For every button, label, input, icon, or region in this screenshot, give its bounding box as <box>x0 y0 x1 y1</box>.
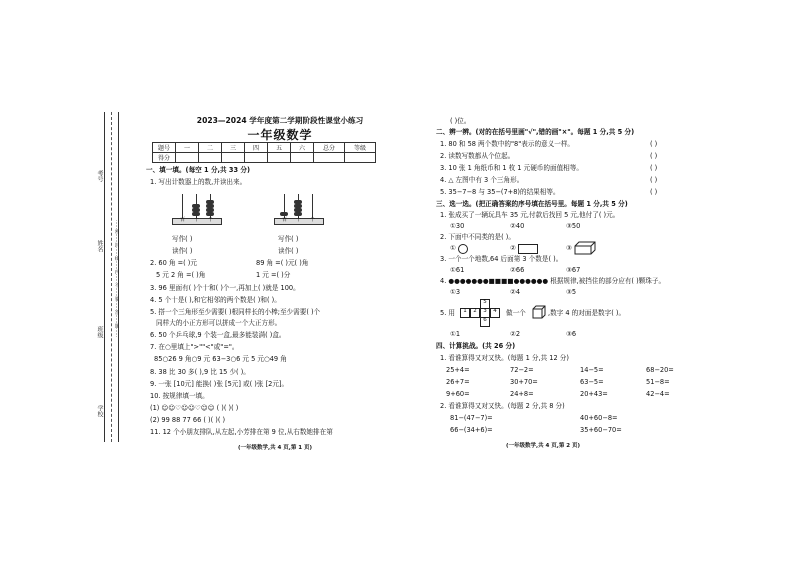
read-1[interactable]: 读作( ) <box>172 247 193 255</box>
calc-item[interactable]: 68−20= <box>646 366 674 374</box>
net-cell: 3 <box>480 308 490 318</box>
choice-2: 2. 下面中不同类的是( )。 <box>440 233 515 241</box>
choice-2-opt-3[interactable]: ③ <box>566 244 572 252</box>
label-kaohao: 考号 <box>96 170 103 182</box>
write-2[interactable]: 写作( ) <box>278 235 299 243</box>
score-table-header-row <box>153 143 376 153</box>
question-11: 11. 12 个小朋友排队,从左起,小芳排在第 9 位,从右数她排在第 <box>150 428 333 436</box>
label-xuexiao: 学校 <box>96 405 103 417</box>
subject-title: 一年级数学 <box>247 128 313 142</box>
choice-5-opt-2[interactable]: ②2 <box>510 330 521 338</box>
abacus-label: 百 <box>180 217 186 223</box>
net-cell: 2 <box>470 308 480 318</box>
choice-4: 4. ●●●●●●●■■■■●●●●●● 根据规律,被挡住的部分应有( )颗珠子。 <box>440 277 666 285</box>
judge-1-answer[interactable]: ( ) <box>650 140 658 148</box>
choice-3-opt-2[interactable]: ②66 <box>510 266 525 274</box>
cell[interactable] <box>268 153 291 163</box>
judge-3-answer[interactable]: ( ) <box>650 164 658 172</box>
choice-2-opt-2[interactable]: ② <box>510 244 516 252</box>
choice-5-opt-1[interactable]: ①1 <box>450 330 461 338</box>
calc-item[interactable]: 42−4= <box>646 390 670 398</box>
calc-2-heading: 2. 看谁算得又对又快。(每题 2 分,共 8 分) <box>440 402 565 410</box>
abacus-label: 个 <box>310 217 316 223</box>
question-4: 4. 5 个十是( ),和它相邻的两个数是( )和( )。 <box>150 296 281 304</box>
cell[interactable] <box>222 153 245 163</box>
calc-1-heading: 1. 看谁算得又对又快。(每题 1 分,共 12 分) <box>440 354 569 362</box>
calc-item[interactable]: 24+8= <box>510 390 534 398</box>
cell: 四 <box>245 143 268 153</box>
cuboid-shape-icon <box>574 241 596 255</box>
choice-3-opt-1[interactable]: ①61 <box>450 266 465 274</box>
section-4-heading: 四、计算挑战。(共 26 分) <box>436 342 516 350</box>
abacus-label: 十 <box>194 217 200 223</box>
calc-item[interactable]: 35+60−70= <box>580 426 622 434</box>
choice-5-opt-3[interactable]: ③6 <box>566 330 577 338</box>
choice-1: 1. 张成买了一辆玩具车 35 元,付款后找回 5 元,他付了( )元。 <box>440 211 620 219</box>
page-footer-1: (一年级数学,共 4 页,第 1 页) <box>238 445 313 451</box>
choice-4-opt-1[interactable]: ①3 <box>450 288 461 296</box>
cell[interactable] <box>291 153 314 163</box>
read-2[interactable]: 读作( ) <box>278 247 299 255</box>
cell[interactable] <box>176 153 199 163</box>
calc-item[interactable]: 81−(47−7)= <box>450 414 493 422</box>
cell: 六 <box>291 143 314 153</box>
judge-2-answer[interactable]: ( ) <box>650 152 658 160</box>
abacus-label: 十 <box>296 217 302 223</box>
question-11-cont: ( )位。 <box>450 117 471 125</box>
judge-3: 3. 10 张 1 角纸币和 1 枚 1 元硬币的面值相等。 <box>440 164 583 172</box>
choice-1-opt-2[interactable]: ②40 <box>510 222 525 230</box>
calc-item[interactable]: 30+70= <box>510 378 538 386</box>
choice-5a: 5. 用 <box>440 309 455 317</box>
judge-5: 5. 35−7−8 与 35−(7+8)的结果相等。 <box>440 188 560 196</box>
question-10-row1: (1) ☺☺♡☺☺♡☺☺ ( )( )( ) <box>150 404 239 412</box>
net-cell: 1 <box>460 308 470 318</box>
calc-item[interactable]: 66−(34+6)= <box>450 426 493 434</box>
calc-item[interactable]: 51−8= <box>646 378 670 386</box>
choice-1-opt-3[interactable]: ③50 <box>566 222 581 230</box>
net-cell: 4 <box>490 308 500 318</box>
question-2c: 5 元 2 角 =( )角 <box>156 271 206 279</box>
question-5b: 同样大的小正方形可以拼成一个大正方形。 <box>156 319 282 327</box>
cell: 一 <box>176 143 199 153</box>
calc-item[interactable]: 40+60−8= <box>580 414 618 422</box>
label-banji: 班级 <box>96 326 103 338</box>
section-1-heading: 一、填一填。(每空 1 分,共 33 分) <box>146 166 251 174</box>
judge-2: 2. 读数写数都从个位起。 <box>440 152 515 160</box>
cube-net <box>460 299 500 327</box>
question-6: 6. 50 个乒乓球,9 个装一盒,最多能装满( )盒。 <box>150 331 286 339</box>
cube-icon <box>532 305 546 319</box>
cell[interactable] <box>314 153 345 163</box>
section-3-heading: 三、选一选。(把正确答案的序号填在括号里。每题 1 分,共 5 分) <box>436 200 628 208</box>
score-table <box>152 142 376 163</box>
choice-4-opt-3[interactable]: ③5 <box>566 288 577 296</box>
cell[interactable] <box>199 153 222 163</box>
question-10-row2: (2) 99 88 77 66 ( )( )( ) <box>150 416 226 424</box>
calc-item[interactable]: 9+60= <box>446 390 470 398</box>
question-7: 7. 在○里填上">""<"或"="。 <box>150 343 239 351</box>
net-cell: 5 <box>480 299 490 309</box>
choice-5c: ,数字 4 的对面是数字( )。 <box>548 309 626 317</box>
cell: 二 <box>199 143 222 153</box>
cell: 三 <box>222 143 245 153</box>
cell: 题号 <box>153 143 176 153</box>
cell[interactable] <box>345 153 376 163</box>
question-2b: 89 角 =( )元( )角 <box>256 259 309 267</box>
calc-item[interactable]: 14−5= <box>580 366 604 374</box>
score-table-score-row <box>153 153 376 163</box>
question-3: 3. 96 里面有( )个十和( )个一,再加上( )就是 100。 <box>150 284 300 292</box>
cell: 五 <box>268 143 291 153</box>
rectangle-shape-icon <box>518 244 538 254</box>
cell: 等级 <box>345 143 376 153</box>
choice-2-opt-1[interactable]: ① <box>450 244 456 252</box>
question-8: 8. 38 比 30 多( ),9 比 15 少( )。 <box>150 368 250 376</box>
seal-line-notice: ……密……封……线……内……不……要……答……题…… <box>114 220 119 337</box>
page-footer-2: (一年级数学,共 4 页,第 2 页) <box>506 443 581 449</box>
question-1: 1. 写出计数器上的数,并读出来。 <box>150 178 247 186</box>
question-10: 10. 按规律填一填。 <box>150 392 209 400</box>
calc-item[interactable]: 26+7= <box>446 378 470 386</box>
calc-item[interactable]: 63−5= <box>580 378 604 386</box>
judge-1: 1. 80 和 58 两个数中的"8"表示的意义一样。 <box>440 140 575 148</box>
abacus-label: 个 <box>208 217 214 223</box>
abacus-2 <box>274 190 324 226</box>
abacus-1 <box>172 190 222 226</box>
cell[interactable] <box>245 153 268 163</box>
choice-5b: 做一个 <box>506 309 526 317</box>
calc-item[interactable]: 72−2= <box>510 366 534 374</box>
abacus-label: 百 <box>282 217 288 223</box>
write-1[interactable]: 写作( ) <box>172 235 193 243</box>
judge-4-answer[interactable]: ( ) <box>650 176 658 184</box>
calc-item[interactable]: 20+43= <box>580 390 608 398</box>
judge-4: 4. △ 左图中有 3 个三角形。 <box>440 176 524 184</box>
question-5a: 5. 搭一个三角形至少需要( )根同样长的小棒;至少需要( )个 <box>150 308 321 316</box>
judge-5-answer[interactable]: ( ) <box>650 188 658 196</box>
section-2-heading: 二、辨一辨。(对的在括号里画"√",错的画"×"。每题 1 分,共 5 分) <box>436 128 635 136</box>
question-9: 9. 一张 [10元] 能换( )张 [5元] 或( )张 [2元]。 <box>150 380 289 388</box>
choice-1-opt-1[interactable]: ①30 <box>450 222 465 230</box>
seal-dashed-line <box>111 112 112 442</box>
net-cell: 6 <box>480 317 490 327</box>
binding-line-outer <box>104 112 105 442</box>
question-7-items: 85○26 9 角○9 元 63−3○6 元 5 元○49 角 <box>154 355 287 363</box>
question-2d: 1 元 =( )分 <box>256 271 291 279</box>
exam-title: 2023—2024 学年度第二学期阶段性课堂小练习 <box>196 116 364 125</box>
question-2a: 2. 60 角 =( )元 <box>150 259 197 267</box>
choice-3-opt-3[interactable]: ③67 <box>566 266 581 274</box>
circle-shape-icon <box>458 244 468 254</box>
choice-3: 3. 一个一个地数,64 后面第 3 个数是( )。 <box>440 255 563 263</box>
calc-item[interactable]: 25+4= <box>446 366 470 374</box>
choice-4-opt-2[interactable]: ②4 <box>510 288 521 296</box>
label-xingming: 姓名 <box>96 240 103 252</box>
cell: 总分 <box>314 143 345 153</box>
cell: 得分 <box>153 153 176 163</box>
